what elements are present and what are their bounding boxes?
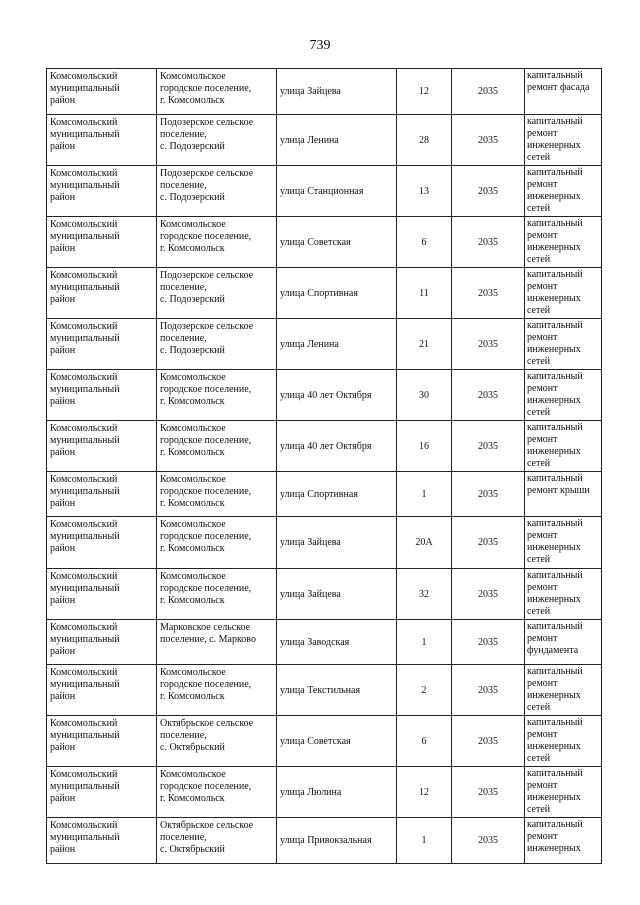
- settlement-cell: Комсомольское городское поселение, г. Комсомольск: [157, 665, 277, 716]
- work-type-cell: капитальный ремонт инженерных сетей: [525, 217, 602, 268]
- work-type-cell: капитальный ремонт фасада: [525, 69, 602, 115]
- table-row: [47, 716, 602, 767]
- settlement-cell: Комсомольское городское поселение, г. Комсомольск: [157, 472, 277, 517]
- settlement-cell: Октябрьское сельское поселение, с. Октябрьский: [157, 716, 277, 767]
- table-row: [47, 620, 602, 665]
- year-cell: 2035: [452, 217, 525, 268]
- district-cell: Комсомольский муниципальный район: [47, 767, 157, 818]
- work-type-cell: капитальный ремонт крыши: [525, 472, 602, 517]
- year-cell: 2035: [452, 818, 525, 864]
- year-cell: 2035: [452, 665, 525, 716]
- table-row: [47, 517, 602, 569]
- work-type-cell: капитальный ремонт инженерных сетей: [525, 166, 602, 217]
- work-type-cell: капитальный ремонт инженерных: [525, 818, 602, 864]
- year-cell: 2035: [452, 517, 525, 569]
- house-number-cell: 2: [397, 665, 452, 716]
- table-row: [47, 421, 602, 472]
- street-cell: улица Спортивная: [277, 472, 397, 517]
- district-cell: Комсомольский муниципальный район: [47, 217, 157, 268]
- settlement-cell: Комсомольское городское поселение, г. Комсомольск: [157, 217, 277, 268]
- settlement-cell: Подозерское сельское поселение, с. Подозерский: [157, 268, 277, 319]
- year-cell: 2035: [452, 319, 525, 370]
- table-row: [47, 115, 602, 166]
- street-cell: улица Люлина: [277, 767, 397, 818]
- year-cell: 2035: [452, 268, 525, 319]
- settlement-cell: Комсомольское городское поселение, г. Комсомольск: [157, 421, 277, 472]
- table-row: [47, 268, 602, 319]
- work-type-cell: капитальный ремонт инженерных сетей: [525, 370, 602, 421]
- house-number-cell: 20А: [397, 517, 452, 569]
- work-type-cell: капитальный ремонт инженерных сетей: [525, 767, 602, 818]
- district-cell: Комсомольский муниципальный район: [47, 421, 157, 472]
- district-cell: Комсомольский муниципальный район: [47, 69, 157, 115]
- district-cell: Комсомольский муниципальный район: [47, 517, 157, 569]
- table-row: [47, 472, 602, 517]
- house-number-cell: 1: [397, 620, 452, 665]
- house-number-cell: 1: [397, 472, 452, 517]
- work-type-cell: капитальный ремонт инженерных сетей: [525, 268, 602, 319]
- street-cell: улица Ленина: [277, 115, 397, 166]
- year-cell: 2035: [452, 421, 525, 472]
- settlement-cell: Комсомольское городское поселение, г. Комсомольск: [157, 767, 277, 818]
- table-row: [47, 767, 602, 818]
- page-number: 739: [309, 38, 331, 53]
- house-number-cell: 28: [397, 115, 452, 166]
- settlement-cell: Подозерское сельское поселение, с. Подозерский: [157, 319, 277, 370]
- year-cell: 2035: [452, 69, 525, 115]
- street-cell: улица 40 лет Октября: [277, 421, 397, 472]
- work-type-cell: капитальный ремонт фундамента: [525, 620, 602, 665]
- house-number-cell: 1: [397, 818, 452, 864]
- district-cell: Комсомольский муниципальный район: [47, 716, 157, 767]
- table-row: [47, 69, 602, 115]
- street-cell: улица 40 лет Октября: [277, 370, 397, 421]
- street-cell: улица Ленина: [277, 319, 397, 370]
- year-cell: 2035: [452, 767, 525, 818]
- house-number-cell: 32: [397, 569, 452, 620]
- street-cell: улица Заводская: [277, 620, 397, 665]
- street-cell: улица Советская: [277, 217, 397, 268]
- house-number-cell: 21: [397, 319, 452, 370]
- year-cell: 2035: [452, 115, 525, 166]
- street-cell: улица Зайцева: [277, 569, 397, 620]
- district-cell: Комсомольский муниципальный район: [47, 166, 157, 217]
- district-cell: Комсомольский муниципальный район: [47, 268, 157, 319]
- street-cell: улица Привокзальная: [277, 818, 397, 864]
- table-row: [47, 217, 602, 268]
- street-cell: улица Зайцева: [277, 517, 397, 569]
- settlement-cell: Комсомольское городское поселение, г. Комсомольск: [157, 569, 277, 620]
- district-cell: Комсомольский муниципальный район: [47, 319, 157, 370]
- table-row: [47, 818, 602, 864]
- work-type-cell: капитальный ремонт инженерных сетей: [525, 319, 602, 370]
- house-number-cell: 12: [397, 767, 452, 818]
- year-cell: 2035: [452, 472, 525, 517]
- house-number-cell: 11: [397, 268, 452, 319]
- year-cell: 2035: [452, 620, 525, 665]
- house-number-cell: 6: [397, 716, 452, 767]
- year-cell: 2035: [452, 716, 525, 767]
- repair-schedule-table: [46, 68, 602, 864]
- work-type-cell: капитальный ремонт инженерных сетей: [525, 421, 602, 472]
- street-cell: улица Спортивная: [277, 268, 397, 319]
- house-number-cell: 30: [397, 370, 452, 421]
- work-type-cell: капитальный ремонт инженерных сетей: [525, 665, 602, 716]
- district-cell: Комсомольский муниципальный район: [47, 370, 157, 421]
- district-cell: Комсомольский муниципальный район: [47, 472, 157, 517]
- table-row: [47, 166, 602, 217]
- district-cell: Комсомольский муниципальный район: [47, 115, 157, 166]
- table-row: [47, 370, 602, 421]
- house-number-cell: 16: [397, 421, 452, 472]
- house-number-cell: 6: [397, 217, 452, 268]
- work-type-cell: капитальный ремонт инженерных сетей: [525, 115, 602, 166]
- settlement-cell: Комсомольское городское поселение, г. Комсомольск: [157, 370, 277, 421]
- district-cell: Комсомольский муниципальный район: [47, 665, 157, 716]
- settlement-cell: Октябрьское сельское поселение, с. Октябрьский: [157, 818, 277, 864]
- year-cell: 2035: [452, 370, 525, 421]
- street-cell: улица Зайцева: [277, 69, 397, 115]
- house-number-cell: 12: [397, 69, 452, 115]
- street-cell: улица Станционная: [277, 166, 397, 217]
- year-cell: 2035: [452, 166, 525, 217]
- table-row: [47, 665, 602, 716]
- street-cell: улица Советская: [277, 716, 397, 767]
- year-cell: 2035: [452, 569, 525, 620]
- house-number-cell: 13: [397, 166, 452, 217]
- settlement-cell: Комсомольское городское поселение, г. Комсомольск: [157, 517, 277, 569]
- table-body: [47, 69, 602, 864]
- settlement-cell: Марковское сельское поселение, с. Марково: [157, 620, 277, 665]
- work-type-cell: капитальный ремонт инженерных сетей: [525, 517, 602, 569]
- street-cell: улица Текстильная: [277, 665, 397, 716]
- settlement-cell: Подозерское сельское поселение, с. Подозерский: [157, 115, 277, 166]
- settlement-cell: Комсомольское городское поселение, г. Комсомольск: [157, 69, 277, 115]
- table-row: [47, 569, 602, 620]
- work-type-cell: капитальный ремонт инженерных сетей: [525, 716, 602, 767]
- table-row: [47, 319, 602, 370]
- settlement-cell: Подозерское сельское поселение, с. Подозерский: [157, 166, 277, 217]
- district-cell: Комсомольский муниципальный район: [47, 818, 157, 864]
- district-cell: Комсомольский муниципальный район: [47, 620, 157, 665]
- district-cell: Комсомольский муниципальный район: [47, 569, 157, 620]
- work-type-cell: капитальный ремонт инженерных сетей: [525, 569, 602, 620]
